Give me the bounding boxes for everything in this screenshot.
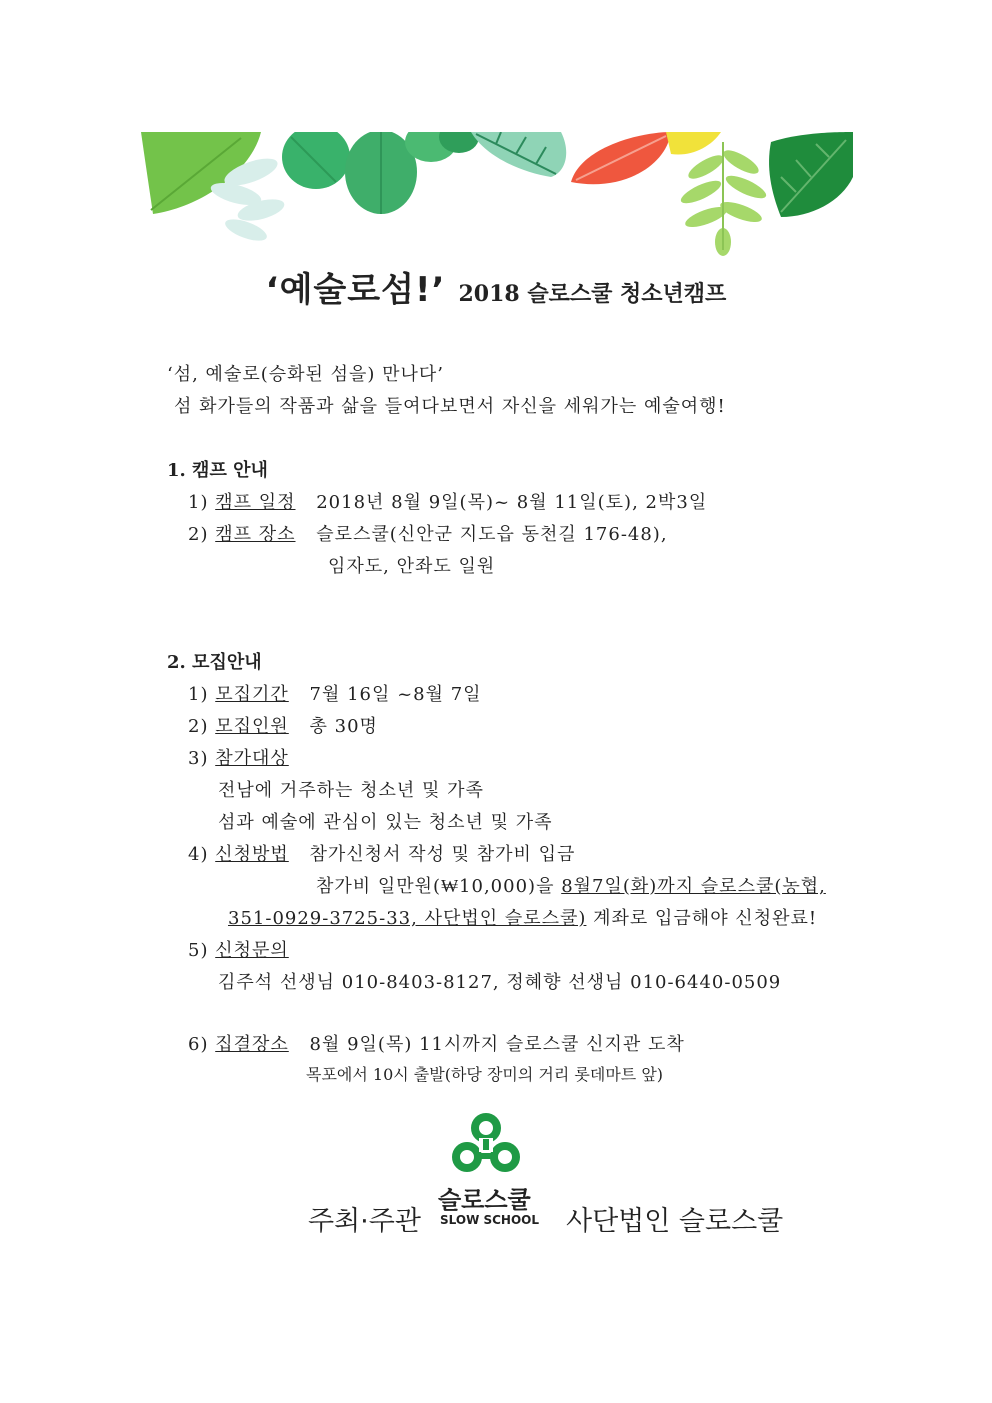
title-row — [0, 262, 992, 311]
section2-heading: 2. 모집안내 — [167, 652, 262, 673]
target-line-2: 섬과 예술에 관심이 있는 청소년 및 가족 — [218, 812, 553, 833]
organizer-name: 사단법인 슬로스쿨 — [566, 1206, 784, 1237]
target-line-1: 전남에 거주하는 청소년 및 가족 — [218, 780, 484, 801]
inquiry-label: 신청문의 — [215, 940, 289, 961]
bank-account-text: 351-0929-3725-33, 사단법인 슬로스쿨) — [228, 908, 587, 929]
recruit-period-row — [188, 680, 482, 706]
recruit-count-label: 모집인원 — [215, 716, 289, 737]
camp-schedule-label: 캠프 일정 — [215, 492, 296, 513]
recruit-count-value: 총 30명 — [309, 716, 378, 737]
camp-main-title: 2018 슬로스쿨 청소년캠프 — [458, 281, 727, 307]
camp-schedule-row — [188, 488, 707, 514]
item-number: 3) — [188, 748, 209, 769]
apply-method-value: 참가신청서 작성 및 참가비 입금 — [309, 844, 576, 865]
inquiry-row — [188, 936, 289, 962]
intro-quote: ‘섬, 예술로(승화된 섬을) 만나다’ — [167, 364, 445, 385]
recruit-count-row — [188, 712, 378, 738]
recruit-period-value: 7월 16일 ~8월 7일 — [309, 684, 482, 705]
camp-location-label: 캠프 장소 — [215, 524, 296, 545]
item-number: 5) — [188, 940, 209, 961]
item-number: 6) — [188, 1034, 209, 1055]
item-number: 4) — [188, 844, 209, 865]
item-number: 1) — [188, 492, 209, 513]
camp-location-row — [188, 520, 668, 546]
slow-school-logo-icon — [452, 1112, 520, 1174]
camp-schedule-value: 2018년 8월 9일(목)~ 8월 11일(토), 2박3일 — [316, 492, 708, 513]
camp-brand-title: ‘예술로섬!’ — [265, 270, 446, 310]
apply-fee-line — [316, 872, 826, 898]
inquiry-contacts: 김주석 선생님 010-8403-8127, 정혜향 선생님 010-6440-0509 — [218, 972, 782, 993]
camp-location-value: 슬로스쿨(신안군 지도읍 동천길 176-48), — [316, 524, 668, 545]
camp-location-value2: 임자도, 안좌도 일원 — [328, 556, 496, 577]
meeting-departure-note: 목포에서 10시 출발(하당 장미의 거리 롯데마트 앞) — [306, 1065, 664, 1084]
intro-description: 섬 화가들의 작품과 삶을 들여다보면서 자신을 세워가는 예술여행! — [174, 396, 726, 417]
item-number: 2) — [188, 716, 209, 737]
target-label: 참가대상 — [215, 748, 289, 769]
section1-heading: 1. 캠프 안내 — [167, 460, 268, 481]
apply-method-row — [188, 840, 575, 866]
apply-method-label: 신청방법 — [215, 844, 289, 865]
meeting-place-label: 집결장소 — [215, 1034, 289, 1055]
apply-complete-text: 계좌로 입금해야 신청완료! — [586, 908, 818, 929]
leaf-banner-illustration — [141, 132, 853, 257]
logo-english-text: SLOW SCHOOL — [440, 1213, 540, 1227]
apply-deadline-text: 8월7일(화)까지 슬로스쿨(농협, — [561, 876, 826, 897]
item-number: 1) — [188, 684, 209, 705]
item-number: 2) — [188, 524, 209, 545]
apply-fee-text: 참가비 일만원(₩10,000)을 — [316, 876, 562, 897]
recruit-period-label: 모집기간 — [215, 684, 289, 705]
target-row — [188, 744, 289, 770]
host-label: 주최·주관 — [308, 1206, 421, 1237]
bank-account-line — [228, 904, 817, 930]
logo-korean-text: 슬로스쿨 — [438, 1186, 531, 1214]
meeting-place-value: 8월 9일(목) 11시까지 슬로스쿨 신지관 도착 — [309, 1034, 685, 1055]
meeting-place-row — [188, 1030, 685, 1056]
